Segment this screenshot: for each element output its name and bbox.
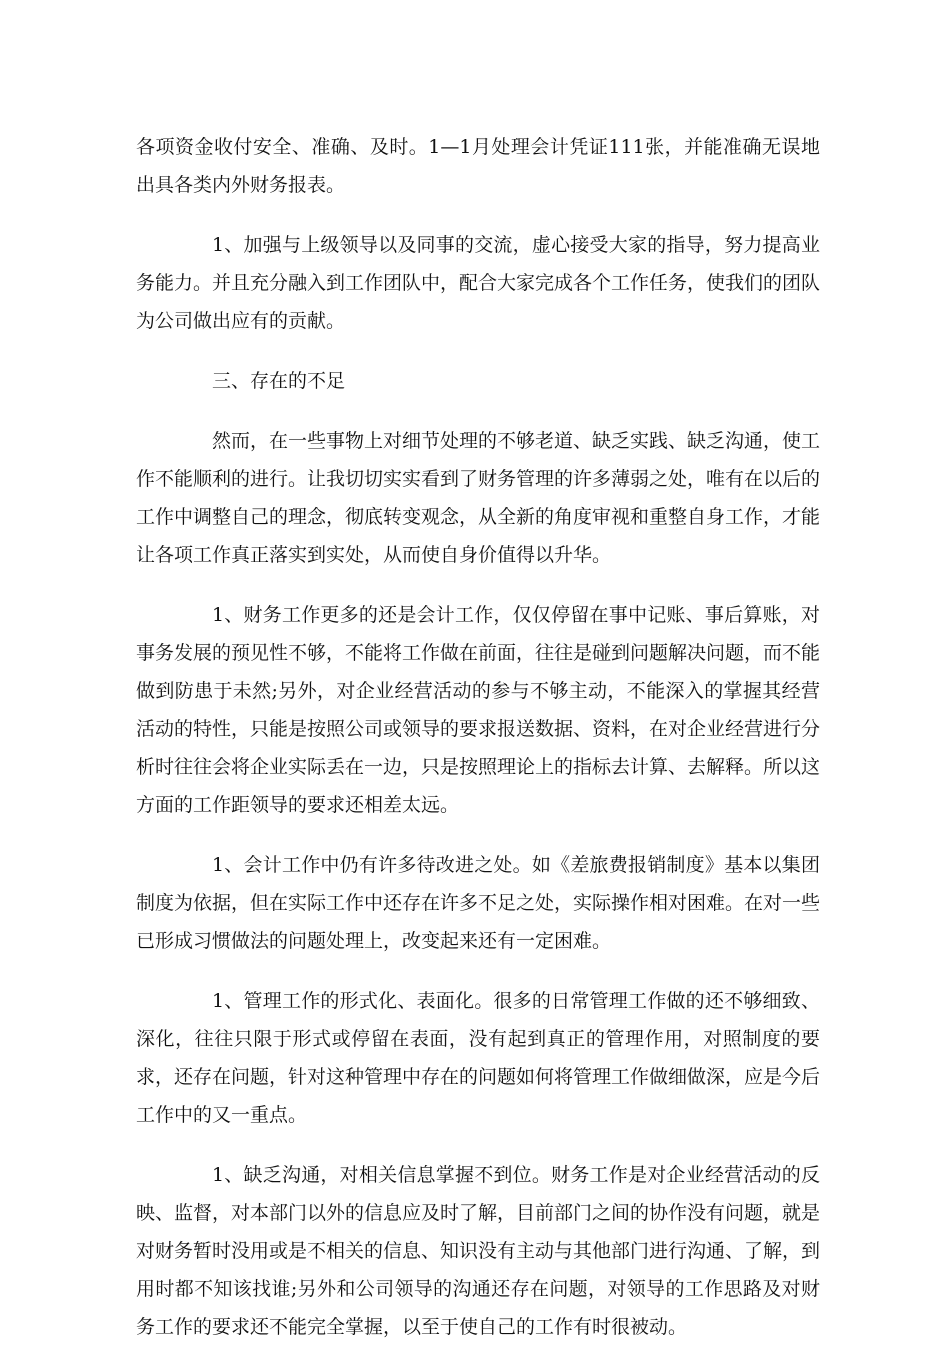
paragraph-lack-of-communication: 1、缺乏沟通，对相关信息掌握不到位。财务工作是对企业经营活动的反映、监督，对本部门以外的信息应及时了解，目前部门之间的协作没有问题，就是对财务暂时没用或是不相关的信息、知识没有主动与其他部门进行沟通、了解，到用时都不知该找谁;另外和公司领导的沟通还存在问题，对领导的工作思路及对财务工作的要求还不能完全掌握，以至于使自己的工作有时很被动。 bbox=[136, 1164, 821, 1338]
paragraph-accounting-work: 1、财务工作更多的还是会计工作，仅仅停留在事中记账、事后算账，对事务发展的预见性不够，不能将工作做在前面，往往是碰到问题解决问题，而不能做到防患于未然;另外，对企业经营活动的参与不够主动，不能深入的掌握其经营活动的特性，只能是按照公司或领导的要求报送数据、资料，在对企业经营进行分析时往往会将企业实际丢在一边，只是按照理论上的指标去计算、去解释。所以这方面的工作距领导的要求还相差太远。 bbox=[136, 604, 821, 816]
paragraph-shortcomings-intro: 然而，在一些事物上对细节处理的不够老道、缺乏实践、缺乏沟通，使工作不能顺利的进行。让我切切实实看到了财务管理的许多薄弱之处，唯有在以后的工作中调整自己的理念，彻底转变观念，从全新的角度审视和重整自身工作，才能让各项工作真正落实到实处，从而使自身价值得以升华。 bbox=[136, 430, 821, 566]
section-heading-shortcomings: 三、存在的不足 bbox=[212, 370, 346, 392]
paragraph-communication: 1、加强与上级领导以及同事的交流，虚心接受大家的指导，努力提高业务能力。并且充分融入到工作团队中，配合大家完成各个工作任务，使我们的团队为公司做出应有的贡献。 bbox=[136, 234, 821, 332]
paragraph-improvements: 1、会计工作中仍有许多待改进之处。如《差旅费报销制度》基本以集团制度为依据，但在实际工作中还存在许多不足之处，实际操作相对困难。在对一些已形成习惯做法的问题处理上，改变起来还有一定困难。 bbox=[136, 854, 821, 952]
document-body bbox=[136, 128, 820, 1368]
paragraph-management-formalism: 1、管理工作的形式化、表面化。很多的日常管理工作做的还不够细致、深化，往往只限于形式或停留在表面，没有起到真正的管理作用，对照制度的要求，还存在问题，针对这种管理中存在的问题如何将管理工作做细做深，应是今后工作中的又一重点。 bbox=[136, 990, 821, 1126]
paragraph-continuation: 各项资金收付安全、准确、及时。1—1月处理会计凭证111张，并能准确无误地出具各类内外财务报表。 bbox=[136, 136, 820, 196]
